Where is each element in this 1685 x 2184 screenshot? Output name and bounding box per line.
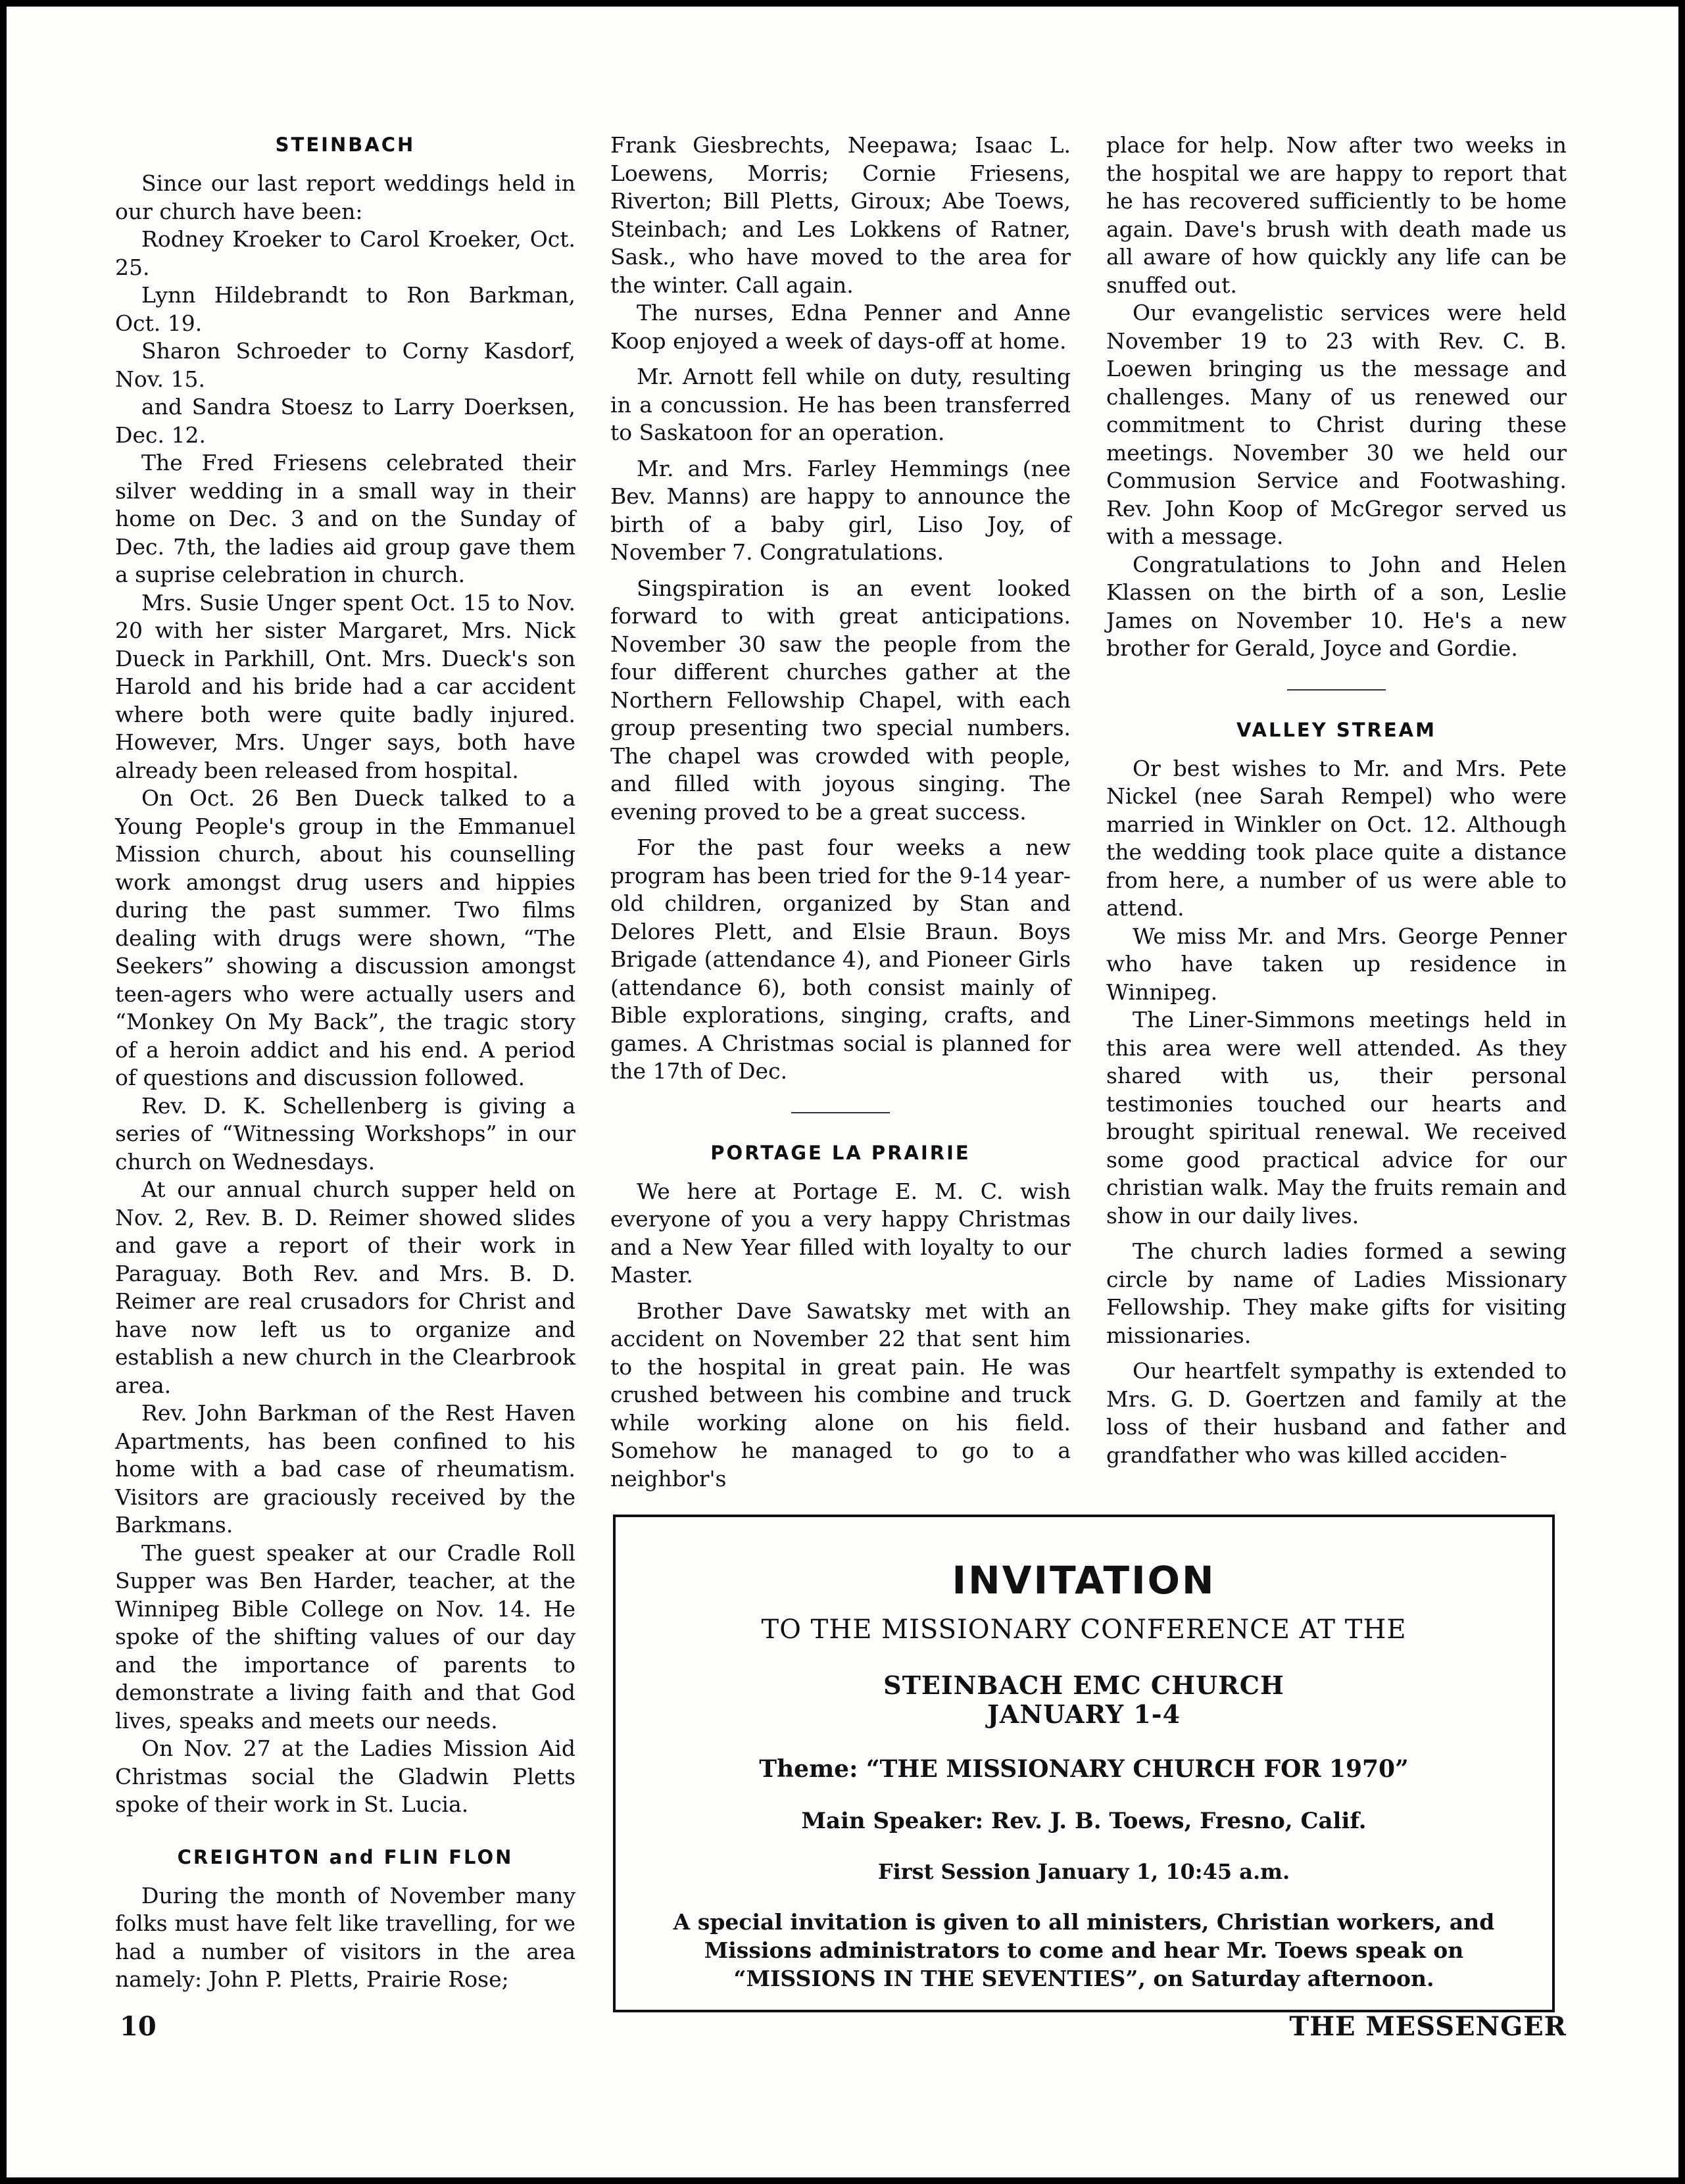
- paragraph: Mr. Arnott fell while on duty, resulting in a concussion. He has been transferred to Saskatoon for an operation.: [610, 364, 1071, 445]
- page-number: 10: [120, 2011, 157, 2042]
- section-heading-creighton: CREIGHTON and FLIN FLON: [177, 1845, 514, 1868]
- paragraph: On Oct. 26 Ben Dueck talked to a Young People's group in the Emmanuel Mission church, about his counselling work amongst drug users and hippies during the past summer. Two films dealing with drugs were shown, “The Seekers” showing a discussion amongst teen-agers who were actually users and “Monkey On My Back”, the tragic story of a heroin addict and his end. A period of questions and discussion followed.: [115, 785, 575, 1090]
- paragraph: Since our last report weddings held in our church have been:: [115, 170, 575, 224]
- page: [7, 7, 1678, 2177]
- paragraph: Our evangelistic services were held November 19 to 23 with Rev. C. B. Loewen bringing us the message and challenges. Many of us renewed our commitment to Christ during these meetings. November 30 we held our Commusion Service and Footwashing. Rev. John Koop of McGregor served us with a message.: [1106, 300, 1567, 549]
- main-speaker: Main Speaker: Rev. J. B. Toews, Fresno, Calif.: [801, 1808, 1367, 1834]
- section-heading-steinbach: STEINBACH: [275, 133, 416, 156]
- paragraph: Frank Giesbrechts, Neepawa; Isaac L. Loewens, Morris; Cornie Friesens, Riverton; Bill Pletts, Giroux; Abe Toews, Steinbach; and Les Lokkens of Ratner, Sask., who have moved to the area for the winter. Call again.: [610, 132, 1071, 298]
- paragraph: Singspiration is an event looked forward to with great anticipations. November 30 saw the people from the four different churches gather at the Northern Fellowship Chapel, with each group presenting two special numbers. The chapel was crowded with people, and filled with joyous singing. The evening proved to be a great success.: [610, 575, 1071, 825]
- paragraph: place for help. Now after two weeks in the hospital we are happy to report that he has recovered sufficiently to be home again. Dave's brush with death made us all aware of how quickly any life can be snuffed out.: [1106, 132, 1567, 298]
- paragraph: The church ladies formed a sewing circle by name of Ladies Missionary Fellowship. They make gifts for visiting missionaries.: [1106, 1238, 1567, 1348]
- paragraph: During the month of November many folks must have felt like travelling, for we had a number of visitors in the area namely: John P. Pletts, Prairie Rose;: [115, 1882, 575, 1992]
- paragraph: Brother Dave Sawatsky met with an accident on November 22 that sent him to the hospital in great pain. He was crushed between his combine and truck while working alone on his field. Somehow he managed to go to a neighbor's: [610, 1298, 1071, 1492]
- invitation-note: A special invitation is given to all ministers, Christian workers, and Missions administrators to come and hear Mr. Toews speak on “MISSIONS IN THE SEVENTIES”, on Saturday afternoon.: [673, 1909, 1495, 1991]
- paragraph: The Fred Friesens celebrated their silver wedding in a small way in their home on Dec. 3 and on the Sunday of Dec. 7th, the ladies aid group gave them a suprise celebration in church.: [115, 450, 575, 587]
- paragraph: Rev. D. K. Schellenberg is giving a series of “Witnessing Workshops” in our church on Wednesdays.: [115, 1092, 575, 1175]
- conference-theme: Theme: “THE MISSIONARY CHURCH FOR 1970”: [759, 1755, 1409, 1783]
- column-1: [115, 132, 575, 1994]
- paragraph: and Sandra Stoesz to Larry Doerksen, Dec. 12.: [115, 394, 575, 448]
- invitation-title: INVITATION: [952, 1558, 1216, 1603]
- paragraph: Or best wishes to Mr. and Mrs. Pete Nickel (nee Sarah Rempel) who were married in Winkler on Oct. 12. Although the wedding took place quite a distance from here, a number of us were able to attend.: [1106, 755, 1567, 921]
- paragraph: The Liner-Simmons meetings held in this area were well attended. As they shared with us, their personal testimonies touched our hearts and brought spiritual renewal. We received some good practical advice for our christian walk. May the fruits remain and show in our daily lives.: [1106, 1007, 1567, 1228]
- column-2: [610, 132, 1071, 1493]
- column-3: [1106, 132, 1567, 1469]
- paragraph: The guest speaker at our Cradle Roll Supper was Ben Harder, teacher, at the Winnipeg Bible College on Nov. 14. He spoke of the shifting values of our day and the importance of parents to demonstrate a living faith and that God lives, speaks and meets our needs.: [115, 1540, 575, 1734]
- paragraph: The nurses, Edna Penner and Anne Koop enjoyed a week of days-off at home.: [610, 300, 1071, 354]
- paragraph: On Nov. 27 at the Ladies Mission Aid Christmas social the Gladwin Pletts spoke of their work in St. Lucia.: [115, 1735, 575, 1817]
- church-name: STEINBACH EMC CHURCH: [883, 1670, 1284, 1700]
- paragraph: At our annual church supper held on Nov. 2, Rev. B. D. Reimer showed slides and gave a report of their work in Paraguay. Both Rev. and Mrs. B. D. Reimer are real crusadors for Christ and have now left us to organize and establish a new church in the Clearbrook area.: [115, 1177, 575, 1398]
- paragraph: We here at Portage E. M. C. wish everyone of you a very happy Christmas and a New Year filled with loyalty to our Master.: [610, 1178, 1071, 1288]
- section-divider: [791, 1112, 890, 1113]
- publication-name: THE MESSENGER: [1289, 2011, 1567, 2042]
- paragraph: Mrs. Susie Unger spent Oct. 15 to Nov. 20 with her sister Margaret, Mrs. Nick Dueck in Parkhill, Ont. Mrs. Dueck's son Harold and his bride had a car accident where both were quite badly injured. However, Mrs. Unger says, both have already been released from hospital.: [115, 589, 575, 783]
- paragraph: Rev. John Barkman of the Rest Haven Apartments, has been confined to his home with a bad case of rheumatism. Visitors are graciously received by the Barkmans.: [115, 1400, 575, 1538]
- paragraph: We miss Mr. and Mrs. George Penner who have taken up residence in Winnipeg.: [1106, 923, 1567, 1005]
- invitation-church: [616, 1671, 1552, 1729]
- conference-dates: JANUARY 1-4: [987, 1699, 1181, 1729]
- paragraph: Sharon Schroeder to Corny Kasdorf, Nov. 15.: [115, 338, 575, 392]
- paragraph: Lynn Hildebrandt to Ron Barkman, Oct. 19.: [115, 282, 575, 336]
- first-session: First Session January 1, 10:45 a.m.: [877, 1859, 1290, 1884]
- section-heading-valley-stream: VALLEY STREAM: [1236, 718, 1436, 741]
- paragraph: Our heartfelt sympathy is extended to Mrs. G. D. Goertzen and family at the loss of their husband and father and grandfather who was killed acciden-: [1106, 1358, 1567, 1468]
- paragraph: Mr. and Mrs. Farley Hemmings (nee Bev. Manns) are happy to announce the birth of a baby girl, Liso Joy, of November 7. Congratulations.: [610, 455, 1071, 565]
- invitation-box: [613, 1515, 1555, 2012]
- section-divider: [1287, 689, 1386, 691]
- paragraph: Rodney Kroeker to Carol Kroeker, Oct. 25.: [115, 226, 575, 280]
- invitation-subtitle: TO THE MISSIONARY CONFERENCE AT THE: [761, 1614, 1407, 1645]
- paragraph: Congratulations to John and Helen Klassen on the birth of a son, Leslie James on November 10. He's a new brother for Gerald, Joyce and Gordie.: [1106, 551, 1567, 661]
- paragraph: For the past four weeks a new program has been tried for the 9-14 year-old children, organized by Stan and Delores Plett, and Elsie Braun. Boys Brigade (attendance 4), and Pioneer Girls (attendance 6), both consist mainly of Bible explorations, singing, crafts, and games. A Christmas social is planned for the 17th of Dec.: [610, 835, 1071, 1084]
- section-heading-portage: PORTAGE LA PRAIRIE: [710, 1141, 971, 1164]
